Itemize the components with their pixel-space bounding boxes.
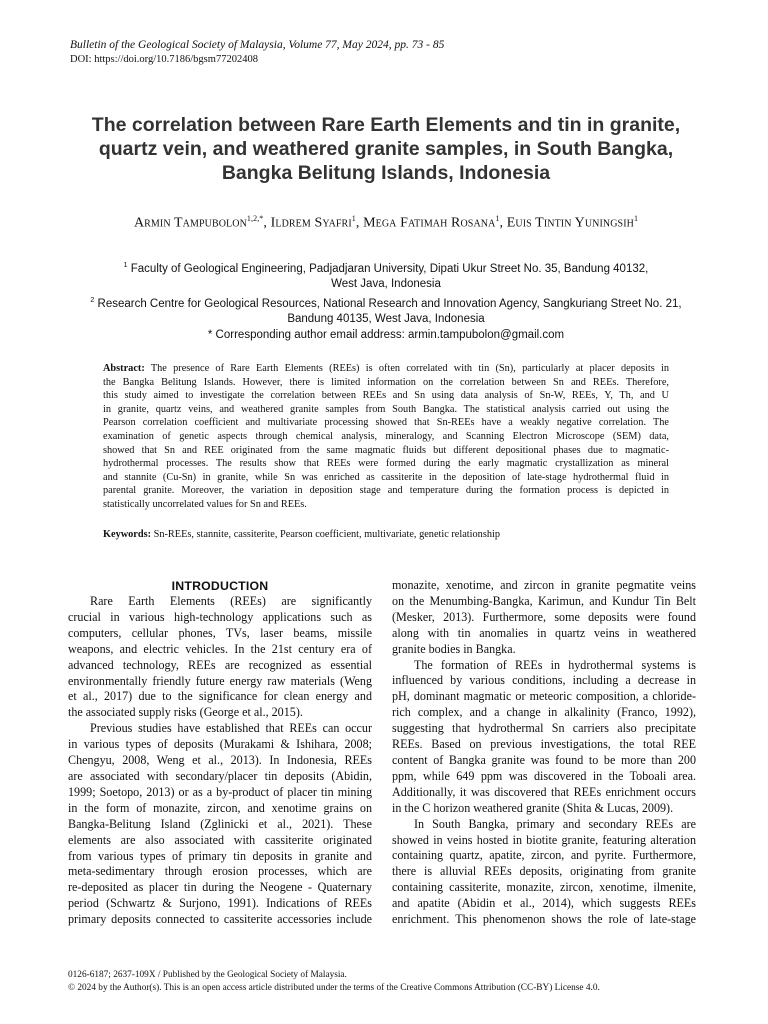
doi-link[interactable]: DOI: https://doi.org/10.7186/bgsm77202408 — [70, 54, 258, 65]
author-separator: , — [355, 215, 364, 231]
body-line: showed in veins hosted in biotite granite, featuring alteration — [392, 832, 696, 847]
affiliation-1 — [70, 258, 702, 277]
affiliation-text: Research Centre for Geological Resources, National Research and Innovation Agency, Sangkuriang Street No. 21, — [94, 297, 682, 310]
body-line: enrichment. This phenomenon shows the role of late-stage — [392, 912, 696, 927]
body-line: influenced by various conditions, including a decrease in — [392, 673, 696, 688]
abstract-line: Pearson correlation coefficient and multivariate processing showed that Sn-REEs have a weakly negative correlation. The — [103, 417, 669, 429]
body-line: crucial in various high-technology applications such as — [68, 609, 372, 624]
affiliation-1-cont: West Java, Indonesia — [331, 278, 441, 291]
keywords — [103, 528, 669, 542]
paper-title — [80, 113, 692, 185]
body-line: primary deposits connected to cassiterite accessories include — [68, 912, 372, 927]
abstract-line: in granite, quartz veins, and weathered granite samples from South Bangka. The statistical analysis carried out using the — [103, 403, 669, 415]
body-line: ppm, while 649 ppm was discovered in the Toboali area. — [392, 768, 696, 783]
body-line: Chengyu, 2008, Weng et al., 2013). In Indonesia, REEs — [68, 753, 372, 768]
abstract-line: examination of genetic aspects through chemical analysis, mineralogy, and Scanning Electron Microscope (SEM) data, — [103, 430, 669, 442]
corresponding-author: * Corresponding author email address: armin.tampubolon@gmail.com — [207, 328, 565, 341]
body-line: suggesting that hydrothermal Sn carriers also precipitate — [392, 721, 696, 736]
issn-publisher: 0126-6187; 2637-109X / Published by the Geological Society of Malaysia. — [68, 970, 347, 980]
affiliation-marker: 2 — [90, 296, 95, 304]
abstract-line: hydrothermal processes. The results show that REEs were formed during the early magmatic crystallization as mineral — [103, 458, 669, 470]
section-heading-introduction: INTRODUCTION — [171, 579, 269, 593]
title-line: quartz vein, and weathered granite samples, in South Bangka, — [98, 138, 674, 160]
body-line: Bangka-Belitung Island (Zglinicki et al., 2021). These — [68, 816, 372, 831]
abstract-line: Abstract: The presence of Rare Earth Elements (REEs) is often correlated with tin (Sn), particularly at placer deposits in — [103, 363, 669, 374]
affiliations — [70, 258, 702, 343]
body-line: rich complex, and a change in alkalinity (Franco, 1992), — [392, 705, 696, 720]
body-line: containing quartz, apatite, zircon, and pyrite. Furthermore, — [392, 848, 696, 863]
body-line: period (Schwartz & Surjono, 1991). Indications of REEs — [68, 896, 372, 911]
body-line: environmentally friendly future energy raw materials (Weng — [68, 673, 372, 688]
body-line: in the form of monazite, zircon, and xenotime grains on — [68, 800, 372, 815]
body-line: monazite, xenotime, and zircon in granite pegmatite veins — [392, 578, 696, 592]
body-line: weapons, and electric vehicles. In the 21st century era of — [68, 641, 372, 656]
author-affiliation-marker: 1 — [633, 214, 639, 223]
body-line: in the C horizon weathered granite (Shita & Lucas, 2009). — [392, 800, 674, 815]
affiliation-2 — [70, 293, 702, 312]
body-line: et al., 2017) due to the significance for clean energy and — [68, 689, 372, 704]
title-line: The correlation between Rare Earth Elements and tin in granite, — [91, 114, 681, 136]
body-line: granite bodies in Bangka. — [392, 641, 516, 656]
left-column — [68, 578, 372, 928]
author-separator: , — [499, 215, 507, 231]
journal-header — [70, 38, 710, 67]
author-name: Mega Fatimah Rosana — [363, 215, 496, 231]
journal-citation: Bulletin of the Geological Society of Malaysia, Volume 77, May 2024, pp. 73 - 85 — [70, 39, 445, 51]
body-line: meta-sedimentary through erosion processes, which are — [68, 864, 372, 879]
body-line: computers, cellular phones, TVs, laser beams, missile — [68, 625, 372, 640]
abstract-line: and stannite (Cu-Sn) in granite, while Sn was enriched as cassiterite in the deposition of late-stage hydrothermal fluid in — [103, 471, 669, 483]
license-notice: © 2024 by the Author(s). This is an open access article distributed under the terms of the Creative Commons Attribution (CC-BY) License 4.0. — [68, 982, 600, 993]
body-line: content of Bangka granite was found to be more than 200 — [392, 752, 696, 767]
body-line: from various types of primary tin deposits in granite and — [68, 848, 372, 863]
keywords-label: Keywords: — [103, 529, 152, 540]
body-line: in various types of deposits (Murakami & Ishihara, 2008; — [68, 737, 372, 752]
keywords-text: Sn-REEs, stannite, cassiterite, Pearson coefficient, multivariate, genetic relationship — [151, 529, 500, 540]
page-footer — [68, 969, 708, 994]
author-name: Armin Tampubolon — [133, 215, 247, 231]
body-line: and apatite (Abidin et al., 2014), which suggests REEs — [392, 896, 696, 911]
title-line: Bangka Belitung Islands, Indonesia — [221, 162, 551, 184]
body-line: re-deposited as placer tin during the Neogene - Quaternary — [68, 880, 372, 895]
abstract-line: parental granite. Moreover, the variation in deposition stage and temperature during the formation process is depicted in — [103, 485, 669, 497]
author-affiliation-marker: 1,2,* — [246, 214, 264, 223]
abstract-line: this study aimed to investigate the correlation between REEs and Sn using data analysis of Sn-W, REEs, Y, Th, and U — [103, 390, 669, 402]
body-line: along with tin anomalies in quartz veins in weathered — [392, 625, 696, 640]
affiliation-text: Faculty of Geological Engineering, Padjadjaran University, Dipati Ukur Street No. 35, Bandung 40132, — [127, 262, 649, 275]
body-line: 1999; Soetopo, 2013) or as a by-product of placer tin mining — [68, 784, 372, 799]
body-line: there is alluvial REEs deposits, originating from granite — [392, 864, 696, 879]
body-line: pH, dominant magmatic or meteoric composition, a chloride- — [392, 689, 696, 704]
abstract-line: the Bangka Belitung Islands. However, there is limited information on the correlation between Sn and REEs. Therefore, — [103, 376, 669, 388]
affiliation-marker: 1 — [123, 262, 128, 269]
abstract-label: Abstract: — [103, 363, 145, 374]
author-name: Ildrem Syafri — [270, 215, 352, 231]
abstract — [103, 362, 669, 512]
body-line: (Mesker, 2013). Furthermore, some deposits were found — [392, 609, 696, 624]
author-affiliation-marker: 1 — [495, 214, 500, 223]
abstract-line: showed that Sn and REE originated from the same magmatic fluids but different depositional phases due to magmatic- — [103, 444, 669, 456]
author-name: Euis Tintin Yuningsih — [506, 215, 634, 231]
body-line: Rare Earth Elements (REEs) are significantly — [90, 594, 372, 608]
author-separator: , — [263, 215, 271, 231]
body-line: on the Menumbing-Bangka, Karimun, and Kundur Tin Belt — [392, 593, 696, 608]
right-column — [392, 578, 696, 928]
affiliation-2-cont: Bandung 40135, West Java, Indonesia — [287, 313, 485, 326]
body-line: In South Bangka, primary and secondary REEs are — [414, 816, 696, 831]
body-line: containing cassiterite, monazite, zircon, xenotime, ilmenite, — [392, 880, 696, 895]
body-line: The formation of REEs in hydrothermal systems is — [414, 657, 696, 672]
body-line: Previous studies have established that REEs can occur — [90, 721, 372, 736]
abstract-line: statistically uncorrelated values for Sn and REEs. — [103, 498, 307, 510]
body-line: elements are also associated with cassiterite originated — [68, 832, 372, 847]
author-list — [40, 210, 732, 233]
body-line: REEs. Based on previous investigations, the total REE — [392, 737, 696, 752]
body-line: Additionally, it was discovered that REEs enrichment occurs — [392, 784, 696, 799]
body-line: advanced technology, REEs are recognized as essential — [68, 657, 372, 672]
author-affiliation-marker: 1 — [351, 214, 356, 223]
body-line: are associated with secondary/placer tin deposits (Abidin, — [68, 768, 372, 783]
body-line: the associated supply risks (George et al., 2015). — [68, 705, 303, 720]
